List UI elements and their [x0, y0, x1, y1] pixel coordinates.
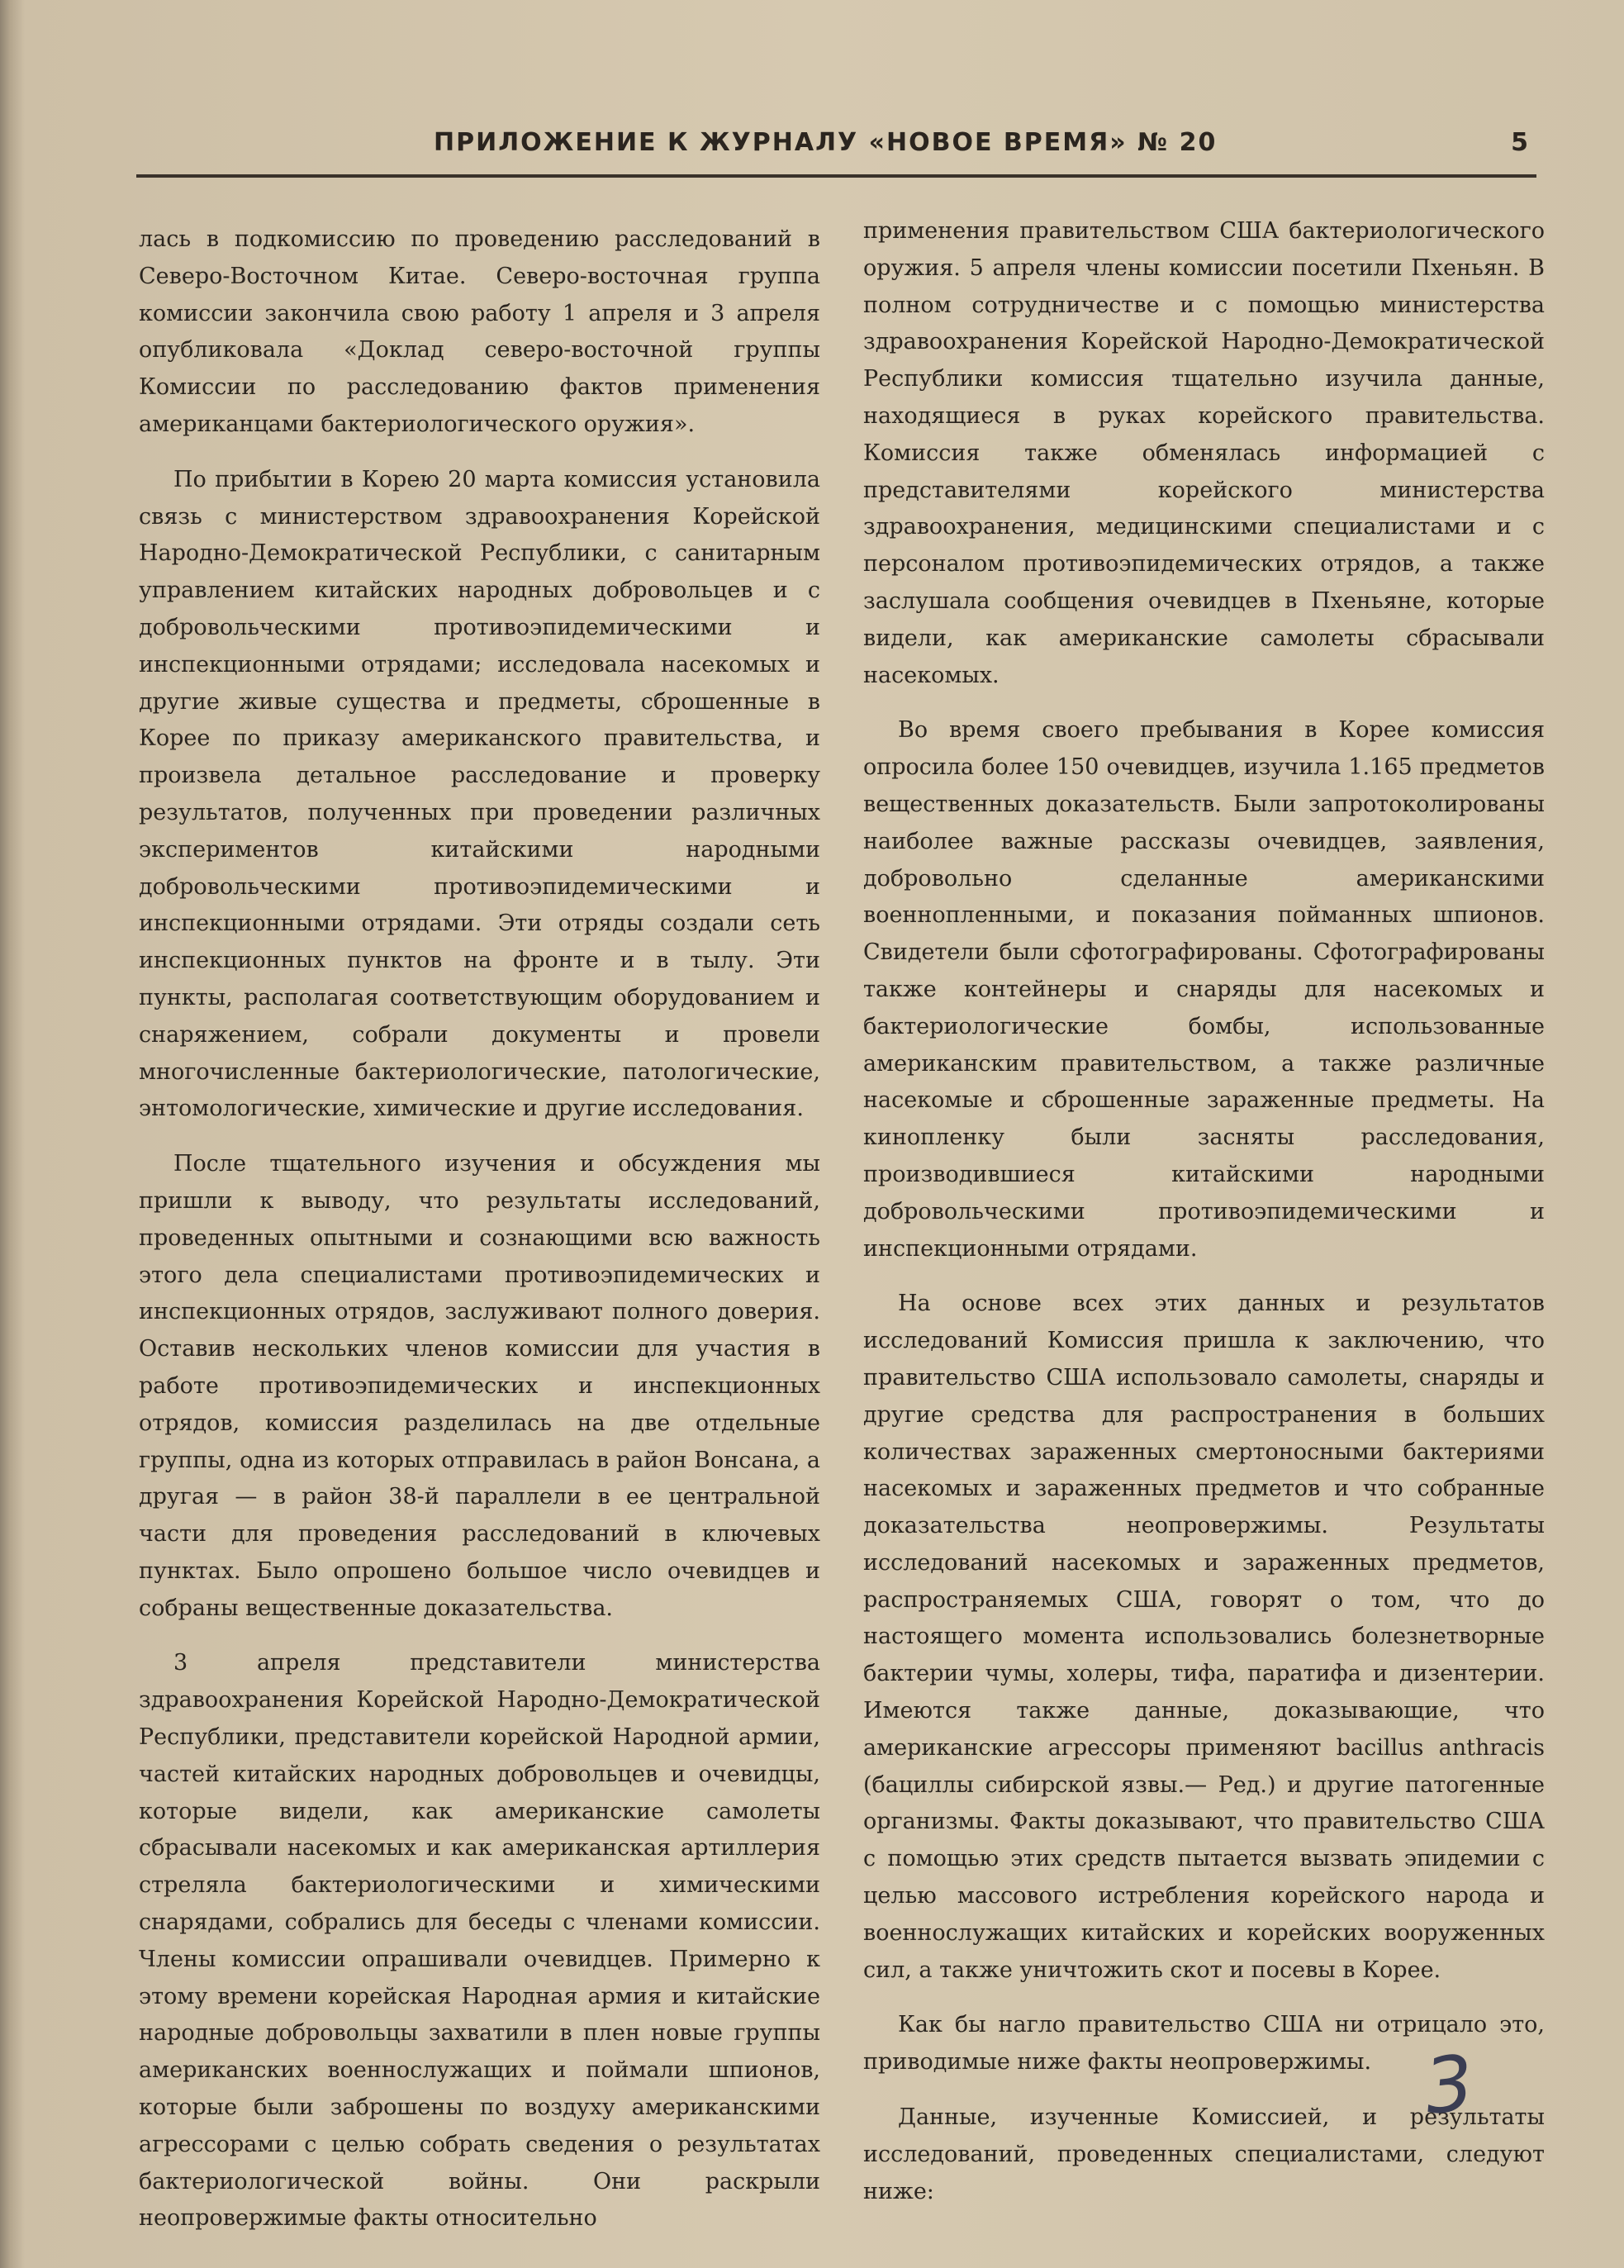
paragraph: применения правительством США бактериологического оружия. 5 апреля члены комиссии посетили Пхеньян. В полном сотрудничестве и с помощью министерства здравоохранения Корейской Народно-Демократической Республики комиссия тщательно изучила данные, находящиеся в руках корейского правительства. Комиссия также обменялась информацией с представителями корейского министерства здравоохранения, медицинскими специалистами и с персоналом противоэпидемических отрядов, а также заслушала сообщения очевидцев в Пхеньяне, которые видели, как американские самолеты сбрасывали насекомых.: [863, 218, 1545, 688]
left-column: [139, 221, 820, 2256]
paragraph: лась в подкомиссию по проведению расследований в Северо-Восточном Китае. Северо-восточная группа комиссии закончила свою работу 1 апреля и 3 апреля опубликовала «Доклад северо-восточной группы Комиссии по расследованию фактов применения американцами бактериологического оружия».: [139, 226, 820, 437]
page-number: 5: [1511, 128, 1528, 157]
right-column: [863, 213, 1545, 2228]
paragraph: Во время своего пребывания в Корее комиссия опросила более 150 очевидцев, изучила 1.165 предметов вещественных доказательств. Были запротоколированы наиболее важные рассказы очевидцев, заявления, добровольно сделанные американскими военнопленными, и показания пойманных шпионов. Свидетели были сфотографированы. Сфотографированы также контейнеры и снаряды для насекомых и бактериологические бомбы, использованные американским правительством, а также различные насекомые и сброшенные зараженные предметы. На кинопленку были засняты расследования, производившиеся китайскими народными добровольческими противоэпидемическими и инспекционными отрядами.: [863, 717, 1545, 1262]
paragraph: Данные, изученные Комиссией, и результаты исследований, проведенных специалистами, следуют ниже:: [863, 2104, 1545, 2204]
paragraph: 3 апреля представители министерства здравоохранения Корейской Народно-Демократической Республики, представители корейской Народной армии, частей китайских народных добровольцев и очевидцы, которые видели, как американские самолеты сбрасывали насекомых и как американская артиллерия стреляла бактериологическими и химическими снарядами, собрались для беседы с членами комиссии. Члены комиссии опрашивали очевидцев. Примерно к этому времени корейская Народная армия и китайские народные добровольцы захватили в плен новые группы американских военнослужащих и поймали шпионов, которые были заброшены по воздуху американскими агрессорами с целью собрать сведения о результатах бактериологической войны. Они раскрыли неопровержимые факты относительно: [139, 1650, 820, 2232]
paragraph: На основе всех этих данных и результатов исследований Комиссия пришла к заключению, что правительство США использовало самолеты, снаряды и другие средства для распространения в больших количествах зараженных смертоносными бактериями насекомых и зараженных предметов и что собранные доказательства неопровержимы. Результаты исследований насекомых и зараженных предметов, распространяемых США, говорят о том, что до настоящего момента использовались болезнетворные бактерии чумы, холеры, тифа, паратифа и дизентерии. Имеются также данные, доказывающие, что американские агрессоры применяют bacillus anthracis (бациллы сибирской язвы.— Ред.) и другие патогенные организмы. Факты доказывают, что правительство США с помощью этих средств пытается вызвать эпидемии с целью массового истребления корейского народа и военнослужащих китайских и корейских вооруженных сил, а также уничтожить скот и посевы в Корее.: [863, 1291, 1545, 1983]
journal-title: ПРИЛОЖЕНИЕ К ЖУРНАЛУ «НОВОЕ ВРЕМЯ» № 20: [434, 128, 1218, 157]
paragraph: Как бы нагло правительство США ни отрицало это, приводимые ниже факты неопровержимы.: [863, 2012, 1545, 2075]
running-header: [136, 128, 1536, 178]
paragraph: После тщательного изучения и обсуждения мы пришли к выводу, что результаты исследований, проведенных опытными и сознающими всю важность этого дела специалистами противоэпидемических и инспекционных отрядов, заслуживают полного доверия. Оставив нескольких членов комиссии для участия в работе противоэпидемических и инспекционных отрядов, комиссия разделилась на две отдельные группы, одна из которых отправилась в район Вонсана, а другая — в район 38-й параллели в ее центральной части для проведения расследований в ключевых пунктах. Было опрошено большое число очевидцев и собраны вещественные доказательства.: [139, 1151, 820, 1621]
paragraph: По прибытии в Корею 20 марта комиссия установила связь с министерством здравоохранения Корейской Народно-Демократической Республики, с санитарным управлением китайских народных добровольцев и с добровольческими противоэпидемическими и инспекционными отрядами; исследовала насекомых и другие живые существа и предметы, сброшенные в Корее по приказу американского правительства, и произвела детальное расследование и проверку результатов, полученных при проведении различных экспериментов китайскими народными добровольческими противоэпидемическими и инспекционными отрядами. Эти отряды создали сеть инспекционных пунктов на фронте и в тылу. Эти пункты, располагая соответствующим оборудованием и снаряжением, собрали документы и провели многочисленные бактериологические, патологические, энтомологические, химические и другие исследования.: [139, 466, 820, 1122]
handwritten-folio-number: 3: [1420, 2038, 1478, 2132]
